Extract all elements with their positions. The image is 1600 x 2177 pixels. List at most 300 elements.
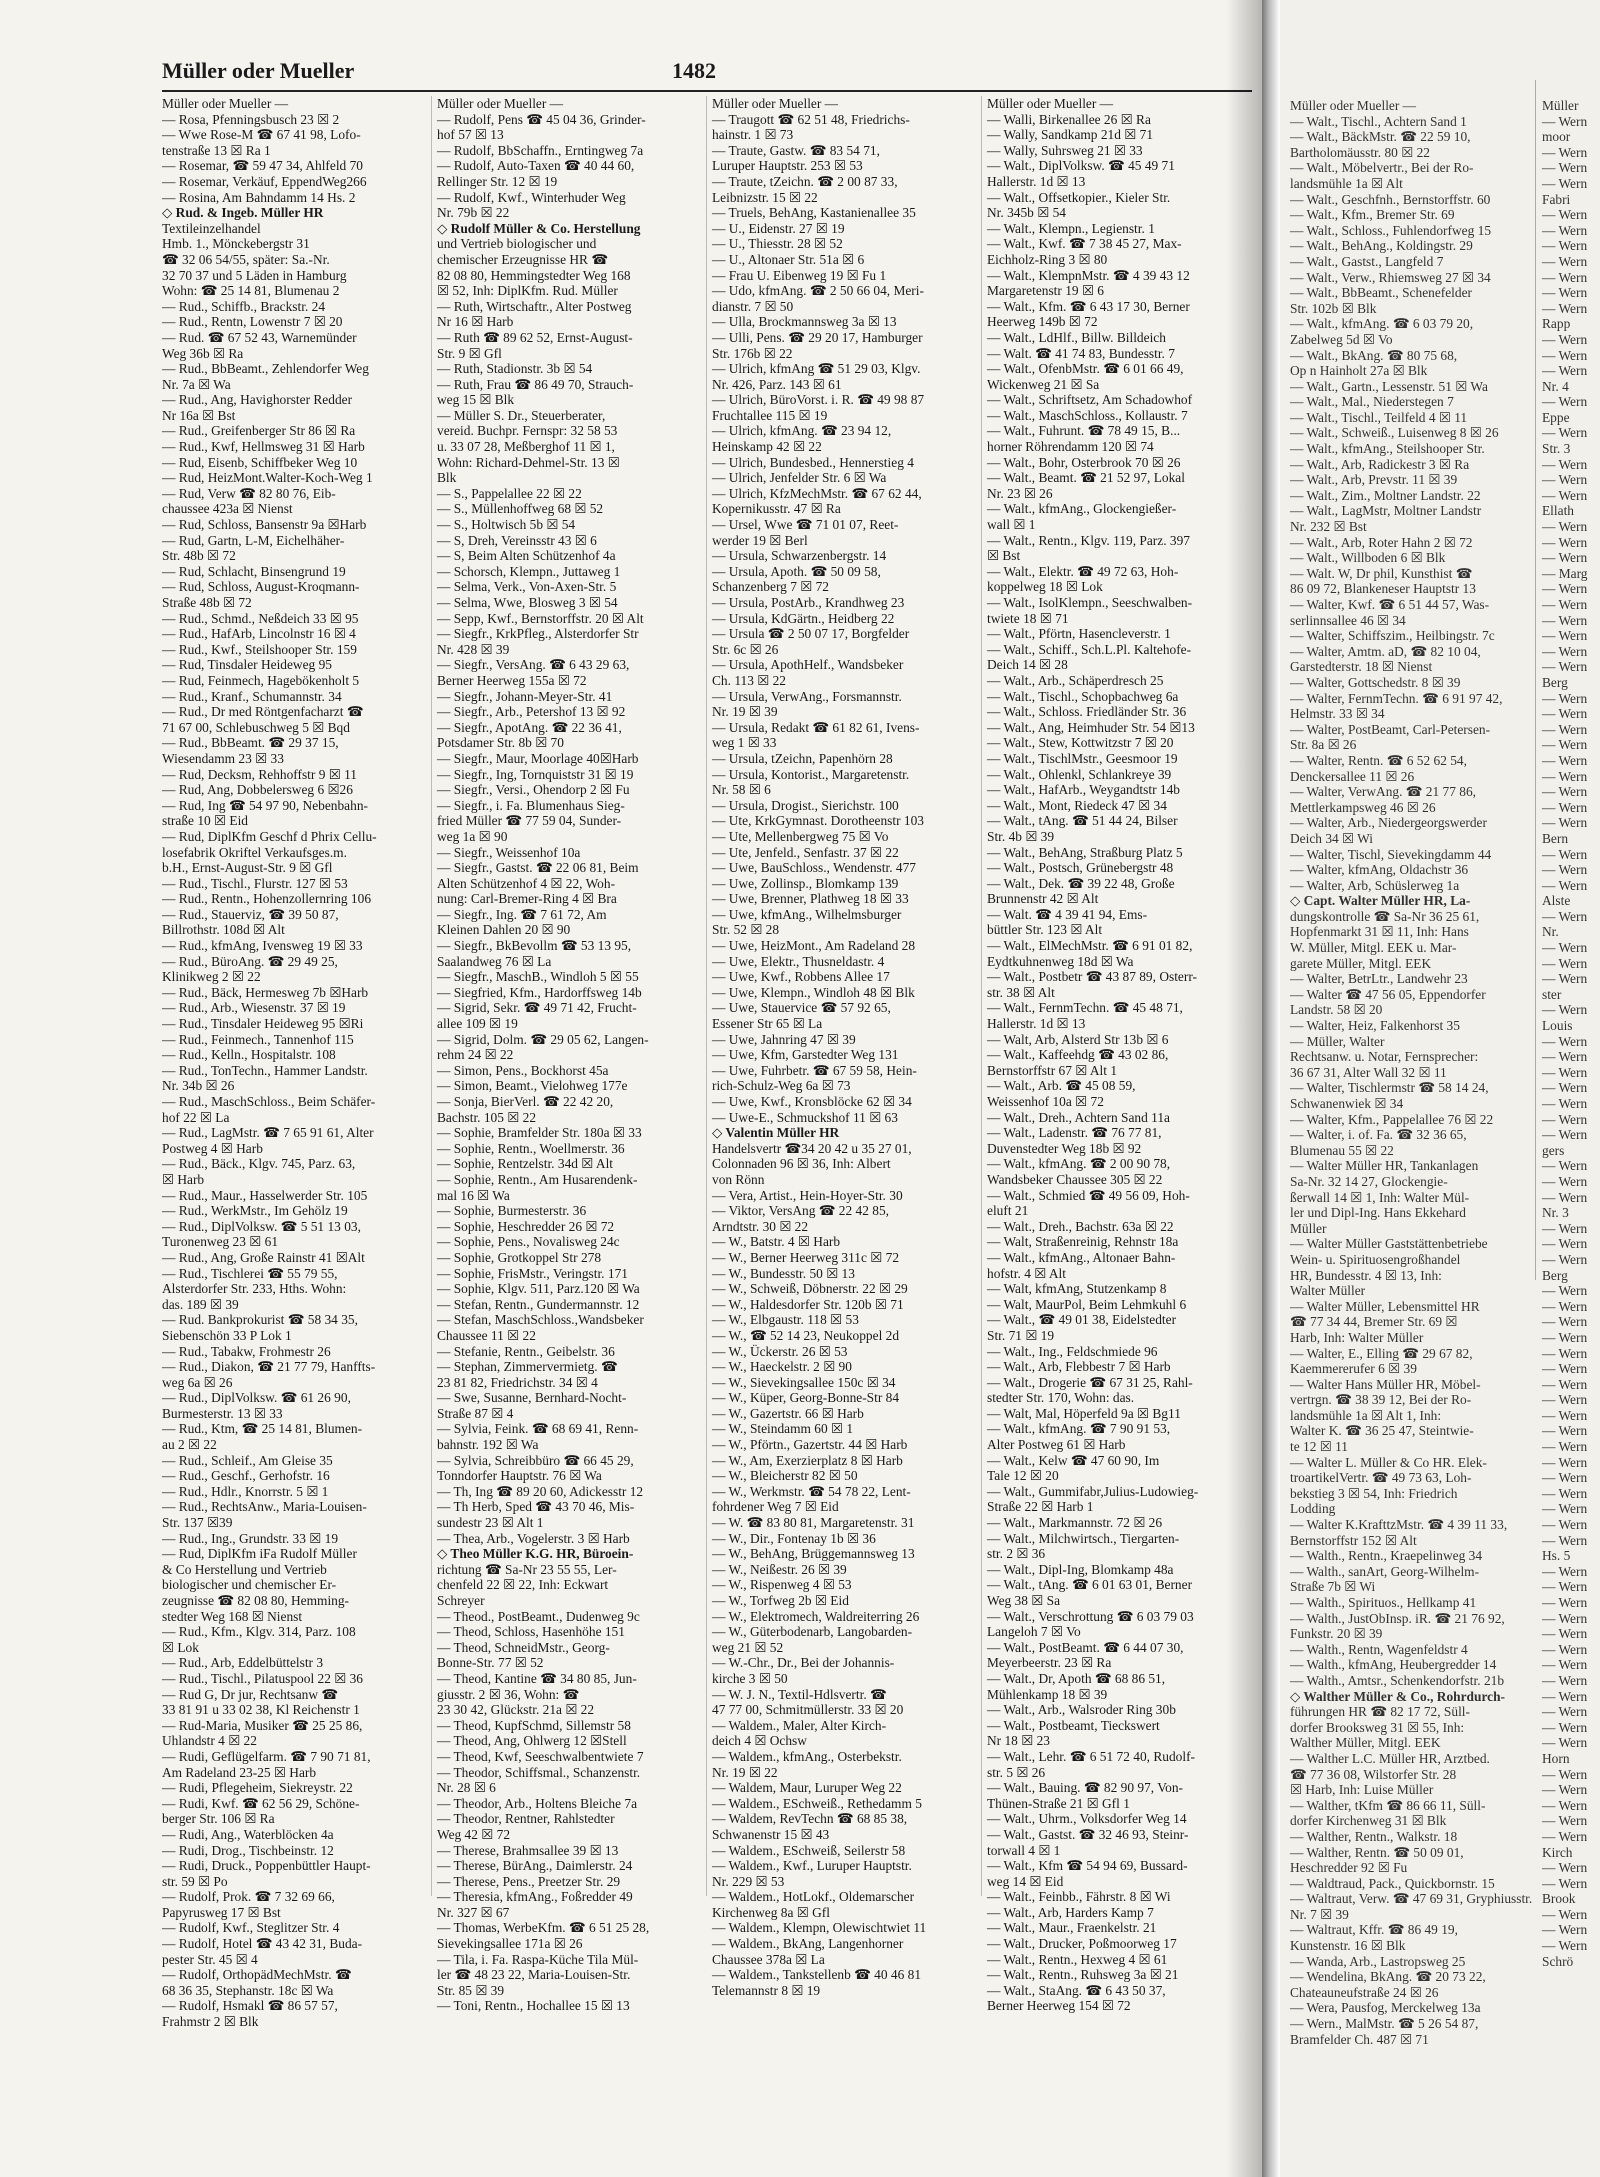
directory-entry-line: — Ulrich, BüroVorst. i. R. ☎ 49 98 87 bbox=[712, 392, 925, 408]
directory-entry-line: Fruchtallee 115 ☒ 19 bbox=[712, 407, 828, 423]
directory-entry-line: — Wern bbox=[1542, 643, 1588, 659]
directory-entry-line: — Rud., DiplVolksw. ☎ 61 26 90, bbox=[162, 1390, 351, 1406]
directory-entry-line: — Uwe, Elektr., Thusneldastr. 4 bbox=[712, 953, 885, 969]
directory-entry-line: 71 67 00, Schlebuschweg 5 ☒ Bqd bbox=[162, 719, 350, 735]
directory-entry-line: — Rudolf, Pens ☎ 45 04 36, Grinder- bbox=[437, 111, 646, 127]
directory-entry-line: — Waldtraud, Pack., Quickbornstr. 15 bbox=[1290, 1875, 1495, 1891]
directory-entry-line: — Th, Ing ☎ 89 20 60, Adickesstr 12 bbox=[437, 1483, 644, 1499]
directory-entry-line: — Rud., Kwf., Steilshooper Str. 159 bbox=[162, 641, 357, 657]
directory-entry-line: — Rud, Tinsdaler Heideweg 95 bbox=[162, 657, 332, 673]
directory-entry-line: — Wern bbox=[1542, 1329, 1588, 1345]
directory-entry-line: — Rud., Kwf, Hellmsweg 31 ☒ Harb bbox=[162, 439, 365, 455]
directory-entry-line: Nr 18 ☒ 23 bbox=[987, 1733, 1050, 1749]
directory-entry-line: Berg bbox=[1542, 674, 1568, 690]
directory-entry-line: Turonenweg 23 ☒ 61 bbox=[162, 1234, 279, 1250]
directory-entry-line: ster bbox=[1542, 986, 1562, 1002]
directory-entry-line: — Wern bbox=[1542, 1719, 1588, 1735]
directory-entry-line: — Walt., LdHlf., Billw. Billdeich bbox=[987, 329, 1166, 345]
directory-entry-line: Funkstr. 20 ☒ 39 bbox=[1290, 1626, 1383, 1642]
directory-entry-line: hof 57 ☒ 13 bbox=[437, 127, 504, 143]
directory-entry-line: — Rud, DiplKfm iFa Rudolf Müller bbox=[162, 1546, 357, 1562]
directory-entry-line: — Wanda, Arb., Lastropsweg 25 bbox=[1290, 1953, 1466, 1969]
directory-entry-line: au 2 ☒ 22 bbox=[162, 1437, 217, 1453]
directory-entry-line: Str. 137 ☒39 bbox=[162, 1515, 233, 1531]
directory-entry-line: — Siegfr., VersAng. ☎ 6 43 29 63, bbox=[437, 657, 630, 673]
directory-entry-line: — Wern bbox=[1542, 1096, 1588, 1111]
directory-entry-line: — Ursula, Redakt ☎ 61 82 61, Ivens- bbox=[712, 719, 920, 735]
directory-entry-line: — Walt., Klempn., Legienstr. 1 bbox=[987, 220, 1155, 236]
page-title: Müller oder Mueller bbox=[162, 58, 355, 83]
directory-entry-line: — Siegfr., Versi., Ohendorp 2 ☒ Fu bbox=[437, 782, 630, 798]
directory-entry-line: — Rud., Kelln., Hospitalstr. 108 bbox=[162, 1047, 336, 1063]
directory-entry-line: — Wera, Pausfog, Merckelweg 13a bbox=[1290, 2000, 1481, 2016]
directory-entry-line: Wohn: ☎ 25 14 81, Blumenau 2 bbox=[162, 283, 340, 299]
adjacent-column-1 bbox=[1290, 98, 1533, 2047]
directory-entry-line: Nr. 3 bbox=[1542, 1205, 1569, 1221]
directory-entry-line: — Theod., PostBeamt., Dudenweg 9c bbox=[437, 1608, 640, 1624]
directory-entry-line: — Ursula, ApothHelf., Wandsbeker bbox=[712, 657, 904, 673]
directory-entry-line: — Rud., Schiffb., Brackstr. 24 bbox=[162, 298, 326, 314]
directory-entry-line: Nr. 79b ☒ 22 bbox=[437, 205, 510, 221]
directory-entry-line: — Theod, Schloss, Hasenhöhe 151 bbox=[437, 1624, 625, 1640]
directory-entry-line: vertrgn. ☎ 38 39 12, Bei der Ro- bbox=[1290, 1392, 1472, 1408]
directory-entry-line: — Wern bbox=[1542, 1236, 1588, 1252]
directory-entry-line: — W., Berner Heerweg 311c ☒ 72 bbox=[712, 1249, 900, 1265]
directory-entry-line: — Wern bbox=[1542, 1454, 1588, 1470]
directory-entry-line: pester Str. 45 ☒ 4 bbox=[162, 1951, 258, 1967]
directory-entry-line: — Walt., Arb., Walsroder Ring 30b bbox=[987, 1702, 1176, 1718]
directory-entry-line: — Rud., Greifenberger Str 86 ☒ Ra bbox=[162, 423, 356, 439]
directory-entry-line: — Sophie, Rentn., Woellmerstr. 36 bbox=[437, 1140, 625, 1156]
directory-entry-line: — Rud., TonTechn., Hammer Landstr. bbox=[162, 1062, 368, 1078]
directory-entry-line: Str. 3 bbox=[1542, 441, 1571, 457]
directory-entry-line: — Wern bbox=[1542, 1127, 1588, 1143]
directory-entry-line: — Rud-Maria, Musiker ☎ 25 25 86, bbox=[162, 1717, 363, 1733]
directory-entry-line: str. 38 ☒ Alt bbox=[987, 984, 1055, 1000]
directory-entry-line: — Wern bbox=[1542, 1283, 1588, 1299]
directory-entry-line: weg 21 ☒ 52 bbox=[712, 1639, 784, 1655]
directory-entry-line: — Siegfr., Arb., Petershof 13 ☒ 92 bbox=[437, 704, 626, 720]
directory-entry-line: — Ruth, Frau ☎ 86 49 70, Strauch- bbox=[437, 376, 634, 392]
directory-entry-line: hof 22 ☒ La bbox=[162, 1109, 230, 1125]
directory-entry-line: — Wern bbox=[1542, 472, 1588, 488]
directory-entry-line: — Wern bbox=[1542, 1922, 1588, 1938]
directory-entry-line: — Rud, Ing ☎ 54 97 90, Nebenbahn- bbox=[162, 797, 368, 813]
directory-entry-line: — Wern bbox=[1542, 269, 1588, 285]
directory-entry-line: — W., Batstr. 4 ☒ Harb bbox=[712, 1234, 841, 1250]
directory-entry-line: — Rud, Schlacht, Binsengrund 19 bbox=[162, 563, 346, 579]
directory-entry-line: — Rud, Decksm, Rehhoffstr 9 ☒ 11 bbox=[162, 766, 357, 782]
directory-entry-line: — Ute, Mellenbergweg 75 ☒ Vo bbox=[712, 828, 889, 844]
directory-entry-line: Colonnaden 96 ☒ 36, Inh: Albert bbox=[712, 1156, 891, 1172]
directory-entry-line: — Walt, kfmAng, Stutzenkamp 8 bbox=[987, 1281, 1167, 1297]
directory-entry-line: 33 81 91 u 33 02 38, Kl Reichenstr 1 bbox=[162, 1702, 360, 1718]
directory-entry-line: — Rud., Tischl., Pilatuspool 22 ☒ 36 bbox=[162, 1670, 363, 1686]
directory-entry-line: — Wern bbox=[1542, 659, 1588, 675]
directory-entry-line: — Viktor, VersAng ☎ 22 42 85, bbox=[712, 1203, 890, 1219]
directory-entry-line: — Rud, Feinmech, Hagebökenholt 5 bbox=[162, 672, 360, 688]
directory-entry-line: — Wern bbox=[1542, 285, 1588, 301]
directory-entry-line: — Walt., ☎ 49 01 38, Eidelstedter bbox=[987, 1312, 1177, 1328]
directory-entry-line: — Walt., BehAng, Straßburg Platz 5 bbox=[987, 844, 1183, 860]
directory-entry-line: 68 36 35, Stephanstr. 18c ☒ Wa bbox=[162, 1982, 334, 1998]
directory-entry-line: — Wern bbox=[1542, 597, 1588, 612]
directory-entry-line: — Rud., Kfm., Klgv. 314, Parz. 108 bbox=[162, 1624, 356, 1640]
directory-entry-line: — Walt., BbBeamt., Schenefelder bbox=[1290, 285, 1473, 301]
directory-entry-line: Potsdamer Str. 8b ☒ 70 bbox=[437, 735, 564, 751]
directory-entry-line: vereid. Buchpr. Fernspr: 32 58 53 bbox=[437, 423, 618, 439]
directory-entry-line: — Wern bbox=[1542, 955, 1588, 971]
directory-entry-line: weg 14 ☒ Eid bbox=[987, 1873, 1064, 1889]
directory-entry-line: — W., ☎ 52 14 23, Neukoppel 2d bbox=[712, 1327, 900, 1343]
directory-entry-line: — Walter Hans Müller HR, Möbel- bbox=[1290, 1376, 1481, 1392]
directory-entry-line: Brook bbox=[1542, 1891, 1576, 1907]
directory-entry-line: — Walt., PostBeamt. ☎ 6 44 07 30, bbox=[987, 1639, 1184, 1655]
directory-entry-line: ☒ Harb bbox=[162, 1171, 205, 1187]
directory-entry-line: — Walth., Rentn., Kraepelinweg 34 bbox=[1290, 1548, 1483, 1564]
directory-entry-line: — Walt., Kaffeehdg ☎ 43 02 86, bbox=[987, 1047, 1169, 1063]
directory-entry-line: — Wern bbox=[1542, 1407, 1588, 1423]
directory-entry-line: — Waldem., Klempn, Olewischtwiet 11 bbox=[712, 1920, 927, 1936]
directory-entry-line: — Wern bbox=[1542, 815, 1588, 831]
directory-entry-line: Handelsvertr ☎34 20 42 u 35 27 01, bbox=[712, 1140, 912, 1156]
directory-entry-line: — Walt., Arb, Flebbestr 7 ☒ Harb bbox=[987, 1359, 1171, 1375]
directory-entry-line: — W.-Chr., Dr., Bei der Johannis- bbox=[712, 1655, 895, 1671]
directory-entry-line: — Ursula, tZeichn, Papenhörn 28 bbox=[712, 750, 893, 766]
directory-entry-line: — Walter, Tischlermstr ☎ 58 14 24, bbox=[1290, 1080, 1489, 1096]
directory-entry-line: weg 1a ☒ 90 bbox=[437, 828, 508, 844]
directory-entry-line: — Rud., DiplVolksw. ☎ 5 51 13 03, bbox=[162, 1218, 361, 1234]
directory-entry-line: — Wern bbox=[1542, 1875, 1588, 1891]
directory-entry-line: — Theodor, Schiffsmal., Schanzenstr. bbox=[437, 1764, 641, 1780]
directory-entry-line: — Wern bbox=[1542, 519, 1588, 535]
directory-entry-line: Nr. 19 ☒ 39 bbox=[712, 704, 778, 720]
directory-entry-line: — Ursula, Drogist., Sierichstr. 100 bbox=[712, 797, 899, 813]
directory-entry-line: — Rud., Diakon, ☎ 21 77 79, Hanffts- bbox=[162, 1359, 376, 1375]
directory-entry-line: — Ursula, Kontorist., Margaretenstr. bbox=[712, 766, 910, 782]
directory-entry-line: Nr. 229 ☒ 53 bbox=[712, 1873, 785, 1889]
directory-entry-line: — Ulla, Brockmannsweg 3a ☒ 13 bbox=[712, 314, 897, 330]
directory-entry-line: Thünen-Straße 21 ☒ Gfl 1 bbox=[987, 1795, 1130, 1811]
directory-entry-line: — Rud., BbBeamt. ☎ 29 37 15, bbox=[162, 735, 339, 751]
directory-entry-line: — Walt., MaschSchloss., Kollaustr. 7 bbox=[987, 407, 1188, 423]
directory-entry-line: dorfer Brooksweg 31 ☒ 55, Inh: bbox=[1290, 1719, 1465, 1735]
directory-entry-line: weg 1 ☒ 33 bbox=[712, 735, 777, 751]
directory-entry-line: — Wern bbox=[1542, 846, 1588, 862]
directory-entry-line: — Walter, Amtm. aD, ☎ 82 10 04, bbox=[1290, 643, 1481, 659]
directory-entry-line: — Wern bbox=[1542, 1298, 1588, 1314]
directory-entry-line: — Walt., Verw., Rhiemsweg 27 ☒ 34 bbox=[1290, 269, 1491, 285]
directory-entry-line: — Uwe, Kfm, Garstedter Weg 131 bbox=[712, 1047, 899, 1063]
directory-entry-line: — Walt., Rentn., Hexweg 4 ☒ 61 bbox=[987, 1951, 1168, 1967]
directory-entry-line: — Rud., Hdlr., Knorrstr. 5 ☒ 1 bbox=[162, 1483, 329, 1499]
directory-entry-line: — Marg bbox=[1542, 565, 1588, 581]
directory-entry-line: Hs. 5 bbox=[1542, 1548, 1571, 1564]
directory-entry-line: — Truels, BehAng, Kastanienallee 35 bbox=[712, 205, 916, 221]
directory-entry-line: — Walt., Pförtn, Hasencleverstr. 1 bbox=[987, 626, 1171, 642]
directory-entry-line: torwall 4 ☒ 1 bbox=[987, 1842, 1061, 1858]
directory-entry-line: 86 09 72, Blankeneser Hauptstr 13 bbox=[1290, 581, 1476, 597]
directory-entry-line: — Siegfr., Ing, Tornquiststr 31 ☒ 19 bbox=[437, 766, 634, 782]
directory-entry-line: — Rud., Ang, Große Rainstr 41 ☒Alt bbox=[162, 1249, 365, 1265]
directory-entry-line: — Wern bbox=[1542, 768, 1588, 784]
directory-entry-line: Kirchenweg 8a ☒ Gfl bbox=[712, 1904, 830, 1920]
directory-entry-line: — Walt., FernmTechn. ☎ 45 48 71, bbox=[987, 1000, 1183, 1016]
directory-entry-line: Margaretenstr 19 ☒ 6 bbox=[987, 283, 1104, 299]
directory-entry-line: Eppe bbox=[1542, 409, 1570, 425]
directory-entry-line: — Rud, Schloss, Bansenstr 9a ☒Harb bbox=[162, 517, 367, 533]
directory-entry-line: Walter K. ☎ 36 25 47, Steintwie- bbox=[1290, 1423, 1474, 1439]
directory-entry-line: Müller oder Mueller — bbox=[437, 96, 564, 111]
directory-entry-line: Wickenweg 21 ☒ Sa bbox=[987, 376, 1100, 392]
directory-entry-line: Weissenhof 10a ☒ 72 bbox=[987, 1094, 1104, 1109]
directory-entry-line: — Wern bbox=[1542, 1517, 1588, 1533]
directory-entry-line: serlinnsallee 46 ☒ 34 bbox=[1290, 612, 1406, 628]
directory-entry-line: — W. ☎ 83 80 81, Margaretenstr. 31 bbox=[712, 1515, 915, 1531]
directory-entry-line: — Wern bbox=[1542, 1704, 1588, 1720]
directory-entry-line: 47 77 00, Schmitmüllerstr. 33 ☒ 20 bbox=[712, 1702, 904, 1718]
directory-entry-line: — Wern bbox=[1542, 1688, 1588, 1704]
directory-entry-line: — Ursula, VerwAng., Forsmannstr. bbox=[712, 688, 902, 704]
directory-entry-line: allee 109 ☒ 19 bbox=[437, 1016, 518, 1032]
directory-entry-line: — Walt., Arb., Schäperdresch 25 bbox=[987, 672, 1164, 688]
directory-entry-line: hofstr. 4 ☒ Alt bbox=[987, 1265, 1066, 1281]
directory-entry-line: — Walth., kfmAng, Heubergredder 14 bbox=[1290, 1657, 1497, 1673]
directory-entry-line: — Rud., LagMstr. ☎ 7 65 91 61, Alter bbox=[162, 1125, 374, 1141]
directory-entry-line: — Walth., sanArt, Georg-Wilhelm- bbox=[1290, 1563, 1480, 1579]
directory-entry-line: Am Radeland 23-25 ☒ Harb bbox=[162, 1764, 317, 1780]
directory-entry-line: — Wern bbox=[1542, 487, 1588, 503]
directory-entry-line: dianstr. 7 ☒ 50 bbox=[712, 298, 794, 314]
directory-entry-line: — Uwe, Zollinsp., Blomkamp 139 bbox=[712, 875, 899, 891]
directory-entry-line: — Walt., Lehr. ☎ 6 51 72 40, Rudolf- bbox=[987, 1748, 1196, 1764]
directory-entry-line: Eydtkuhnenweg 18d ☒ Wa bbox=[987, 953, 1134, 969]
directory-entry-line: — Walt., Markmannstr. 72 ☒ 26 bbox=[987, 1515, 1163, 1531]
directory-entry-line: — Rud. ☎ 67 52 43, Warnemünder bbox=[162, 329, 357, 345]
directory-entry-line: — Walt., Schiff., Sch.L.Pl. Kaltehofe- bbox=[987, 641, 1192, 657]
directory-entry-line: eluft 21 bbox=[987, 1203, 1029, 1219]
directory-entry-line: — Uwe, HeizMont., Am Radeland 28 bbox=[712, 938, 916, 954]
directory-entry-line: — W. J. N., Textil-Hdlsvertr. ☎ bbox=[712, 1686, 887, 1702]
directory-entry-line: — Wern bbox=[1542, 1439, 1588, 1455]
directory-entry-line: — Rudi, Ang., Waterblöcken 4a bbox=[162, 1826, 334, 1842]
directory-entry-line: — Rud., RechtsAnw., Maria-Louisen- bbox=[162, 1499, 367, 1515]
directory-entry-line: Nr 16 ☒ Harb bbox=[437, 314, 514, 330]
directory-entry-line: — Schorsch, Klempn., Juttaweg 1 bbox=[437, 563, 621, 579]
directory-entry-line: — Walth., Amtsr., Schenkendorfstr. 21b bbox=[1290, 1672, 1505, 1688]
directory-entry-line: Arndtstr. 30 ☒ 22 bbox=[712, 1218, 809, 1234]
directory-entry-line: — Walt., Ang, Heimhuder Str. 54 ☒13 bbox=[987, 719, 1195, 735]
directory-entry-line: Wohn: Richard-Dehmel-Str. 13 ☒ bbox=[437, 454, 620, 470]
directory-entry-line: — Ulrich, kfmAng. ☎ 23 94 12, bbox=[712, 423, 892, 439]
directory-entry-line: rehm 24 ☒ 22 bbox=[437, 1047, 514, 1063]
directory-entry-line: Nr. bbox=[1542, 924, 1559, 940]
directory-entry-line: — Rud., Arb., Wiesenstr. 37 ☒ 19 bbox=[162, 1000, 346, 1016]
directory-entry-line: — Wern bbox=[1542, 706, 1588, 722]
directory-entry-line: — Sophie, Grotkoppel Str 278 bbox=[437, 1249, 602, 1265]
directory-entry-line: — Walter, i. of. Fa. ☎ 32 36 65, bbox=[1290, 1127, 1467, 1143]
directory-entry-line: — Wally, Suhrsweg 21 ☒ 33 bbox=[987, 142, 1143, 158]
directory-entry-line: Kaemmererufer 6 ☒ 39 bbox=[1290, 1361, 1417, 1377]
entry-column-1 bbox=[162, 96, 432, 2030]
directory-entry-line: — Wern bbox=[1542, 1064, 1588, 1080]
directory-entry-line: — Ruth ☎ 89 62 52, Ernst-August- bbox=[437, 329, 633, 345]
directory-entry-line: — Wern bbox=[1542, 628, 1588, 644]
directory-entry-line: — Wern bbox=[1542, 207, 1588, 223]
directory-entry-line: straße 10 ☒ Eid bbox=[162, 813, 249, 829]
directory-entry-line: — Selma, Wwe, Blosweg 3 ☒ 54 bbox=[437, 595, 618, 610]
directory-entry-line: — Walt., HafArb., Weygandtstr 14b bbox=[987, 782, 1180, 798]
directory-entry-line: — Wern bbox=[1542, 1782, 1588, 1798]
directory-entry-line: — Waldem., HotLokf., Oldemarscher bbox=[712, 1889, 915, 1905]
directory-entry-line: — W., Ückerstr. 26 ☒ 53 bbox=[712, 1343, 848, 1359]
entry-column-3 bbox=[712, 96, 982, 1998]
directory-entry-line: — Waldem., Maler, Alter Kirch- bbox=[712, 1717, 887, 1733]
directory-entry-line: — Udo, kfmAng. ☎ 2 50 66 04, Meri- bbox=[712, 283, 924, 299]
directory-entry-line: — Wern bbox=[1542, 752, 1588, 768]
directory-entry-line: — Walter, Arb., Niedergeorgswerder bbox=[1290, 815, 1487, 831]
directory-entry-line: — Walt., Geschfnh., Bernstorffstr. 60 bbox=[1290, 191, 1491, 207]
directory-entry-line: — Rud., HafArb, Lincolnstr 16 ☒ 4 bbox=[162, 626, 356, 642]
directory-entry-line: Tonndorfer Hauptstr. 76 ☒ Wa bbox=[437, 1468, 602, 1484]
directory-entry-line: Kopernikusstr. 47 ☒ Ra bbox=[712, 501, 841, 517]
directory-entry-line: — Rudolf, Auto-Taxen ☎ 40 44 60, bbox=[437, 158, 635, 174]
directory-entry-line: — Walter, Rentn. ☎ 6 52 62 54, bbox=[1290, 752, 1467, 768]
directory-entry-line: — Walt., Drogerie ☎ 67 31 25, Rahl- bbox=[987, 1374, 1193, 1390]
directory-entry-line: — Thomas, WerbeKfm. ☎ 6 51 25 28, bbox=[437, 1920, 650, 1936]
directory-entry-line: — Rud., MaschSchloss., Beim Schäfer- bbox=[162, 1094, 376, 1109]
directory-entry-line: — Waldem., ESchweiß., Rethedamm 5 bbox=[712, 1795, 922, 1811]
directory-entry-line: landsmühle 1a ☒ Alt 1, Inh: bbox=[1290, 1407, 1442, 1423]
directory-entry-line: — Walt., Gastst., Langfeld 7 bbox=[1290, 253, 1444, 269]
directory-entry-line: — Sophie, Rentn., Am Husarendenk- bbox=[437, 1171, 638, 1187]
directory-entry-line: das. 189 ☒ 39 bbox=[162, 1296, 239, 1312]
directory-entry-line: twiete 18 ☒ 71 bbox=[987, 610, 1069, 626]
directory-entry-line: — Wern bbox=[1542, 1532, 1588, 1548]
directory-entry-line: — Wern bbox=[1542, 581, 1588, 597]
directory-entry-line: — Rud., Stauerviz, ☎ 39 50 87, bbox=[162, 906, 339, 922]
directory-entry-line: — Wern bbox=[1542, 1485, 1588, 1501]
directory-entry-line: — Wern bbox=[1542, 253, 1588, 269]
directory-entry-line: Nr. 7 ☒ 39 bbox=[1290, 1906, 1349, 1922]
directory-entry-line: Op n Hainholt 27a ☒ Blk bbox=[1290, 363, 1428, 379]
directory-entry-line: — Wally, Sandkamp 21d ☒ 71 bbox=[987, 127, 1154, 143]
directory-entry-line: — Ute, Jenfeld., Senfastr. 37 ☒ 22 bbox=[712, 844, 899, 860]
directory-entry-line: Nr. 58 ☒ 6 bbox=[712, 782, 771, 798]
directory-entry-line: ◇ Rud. & Ingeb. Müller HR bbox=[162, 205, 324, 221]
directory-entry-line: führungen HR ☎ 82 17 72, Süll- bbox=[1290, 1704, 1470, 1720]
directory-entry-line: — Walt. ☎ 4 39 41 94, Ems- bbox=[987, 906, 1148, 922]
directory-entry-line: Weg 42 ☒ 72 bbox=[437, 1826, 511, 1842]
directory-entry-line: ◇ Theo Müller K.G. HR, Büroein- bbox=[437, 1546, 634, 1562]
directory-entry-line: — Wern bbox=[1542, 1189, 1588, 1205]
directory-entry-line: dungskontrolle ☎ Sa-Nr 36 25 61, bbox=[1290, 908, 1480, 924]
directory-entry-line: — Wern bbox=[1542, 1579, 1588, 1595]
directory-entry-line: — Vera, Artist., Hein-Hoyer-Str. 30 bbox=[712, 1187, 903, 1203]
directory-entry-line: Leibnizstr. 15 ☒ 22 bbox=[712, 189, 818, 205]
directory-entry-line: — Uwe, kfmAng., Wilhelmsburger bbox=[712, 906, 902, 922]
directory-entry-line: — Tila, i. Fa. Raspa-Küche Tila Mül- bbox=[437, 1951, 639, 1967]
directory-entry-line: — Rud. Bankprokurist ☎ 58 34 35, bbox=[162, 1312, 358, 1328]
directory-entry-line: — Traugott ☎ 62 51 48, Friedrichs- bbox=[712, 111, 910, 127]
directory-entry-line: — Walter ☎ 47 56 05, Eppendorfer bbox=[1290, 986, 1486, 1002]
directory-entry-line: W. Müller, Mitgl. EEK u. Mar- bbox=[1290, 940, 1457, 956]
directory-entry-line: — Wern bbox=[1542, 1080, 1588, 1096]
directory-entry-line: — Müller, Walter bbox=[1290, 1033, 1385, 1049]
directory-entry-line: deich 4 ☒ Ochsw bbox=[712, 1733, 807, 1749]
directory-entry-line: — Waldem, RevTechn ☎ 68 85 38, bbox=[712, 1811, 908, 1827]
directory-entry-line: Meyerbeerstr. 23 ☒ Ra bbox=[987, 1655, 1112, 1671]
directory-entry-line: — Swe, Susanne, Bernhard-Nocht- bbox=[437, 1390, 627, 1406]
directory-entry-line: Str. 176b ☒ 22 bbox=[712, 345, 793, 361]
directory-entry-line: Harb, Inh: Walter Müller bbox=[1290, 1329, 1424, 1345]
directory-entry-line: — Rudi, Druck., Poppenbüttler Haupt- bbox=[162, 1858, 371, 1874]
directory-entry-line: — Rud, Gartn, L-M, Eichelhäher- bbox=[162, 532, 345, 548]
directory-entry-line: — S., Müllenhoffweg 68 ☒ 52 bbox=[437, 501, 604, 517]
directory-entry-line: — Wern bbox=[1542, 721, 1588, 737]
directory-entry-line: — Waltraut, Kffr. ☎ 86 49 19, bbox=[1290, 1922, 1458, 1938]
directory-entry-line: — Theodor, Arb., Holtens Bleiche 7a bbox=[437, 1795, 638, 1811]
adjacent-column-2 bbox=[1542, 98, 1600, 1969]
directory-entry-line: horner Röhrendamm 120 ☒ 74 bbox=[987, 439, 1154, 455]
directory-entry-line: — Ursula, PostArb., Krandhweg 23 bbox=[712, 595, 905, 610]
directory-entry-line: — W., Bundesstr. 50 ☒ 13 bbox=[712, 1265, 855, 1281]
directory-entry-line: — Rud., Ang, Havighorster Redder bbox=[162, 392, 353, 408]
directory-entry-line: — Rudi, Pflegeheim, Siekreystr. 22 bbox=[162, 1780, 353, 1796]
directory-entry-line: tenstraße 13 ☒ Ra 1 bbox=[162, 142, 271, 158]
directory-entry-line: — Wern bbox=[1542, 1766, 1588, 1782]
directory-entry-line: — Ute, KrkGymnast. Dorotheenstr 103 bbox=[712, 813, 924, 829]
directory-entry-line: Chateauneufstraße 24 ☒ 26 bbox=[1290, 1984, 1439, 2000]
directory-entry-line: — Wern bbox=[1542, 612, 1588, 628]
directory-entry-line: Ch. 113 ☒ 22 bbox=[712, 672, 787, 688]
directory-entry-line: kirche 3 ☒ 50 bbox=[712, 1670, 788, 1686]
directory-entry-line: — Wern bbox=[1542, 394, 1588, 410]
directory-entry-line: — Walter, BetrLtr., Landwehr 23 bbox=[1290, 971, 1468, 987]
directory-entry-line: str. 5 ☒ 26 bbox=[987, 1764, 1046, 1780]
directory-entry-line: — Walther, tKfm ☎ 86 66 11, Süll- bbox=[1290, 1797, 1486, 1813]
directory-entry-line: — Walter, FernmTechn. ☎ 6 91 97 42, bbox=[1290, 690, 1503, 706]
directory-entry-line: — Walt., Drucker, Poßmoorweg 17 bbox=[987, 1936, 1177, 1952]
directory-entry-line: — Walt., Kfm. ☎ 6 43 17 30, Berner bbox=[987, 298, 1190, 314]
directory-entry-line: — Siegfr., Johann-Meyer-Str. 41 bbox=[437, 688, 613, 704]
directory-entry-line: — Walt., Fuhrunt. ☎ 78 49 15, B... bbox=[987, 423, 1181, 439]
directory-entry-line: — Walter Müller, Lebensmittel HR bbox=[1290, 1298, 1480, 1314]
directory-entry-line: Schwanenwiek ☒ 34 bbox=[1290, 1096, 1404, 1111]
directory-entry-line: — Wern bbox=[1542, 1470, 1588, 1486]
directory-entry-line: Kleinen Dahlen 20 ☒ 90 bbox=[437, 922, 571, 938]
entry-column-4 bbox=[987, 96, 1257, 2014]
directory-entry-line: Hmb. 1., Mönckebergstr 31 bbox=[162, 236, 310, 252]
directory-entry-line: — Sophie, Bramfelder Str. 180a ☒ 33 bbox=[437, 1125, 642, 1141]
directory-entry-line: — Rud, DiplKfm Geschf d Phrix Cellu- bbox=[162, 828, 377, 844]
directory-entry-line: — Walt., kfmAng., Steilshooper Str. bbox=[1290, 441, 1485, 457]
directory-entry-line: ☎ 77 36 08, Wilstorfer Str. 28 bbox=[1290, 1766, 1457, 1782]
directory-entry-line: — Siegfr., ApotAng. ☎ 22 36 41, bbox=[437, 719, 622, 735]
directory-entry-line: — Wern bbox=[1542, 940, 1588, 956]
directory-entry-line: — Walt., Arb, Roter Hahn 2 ☒ 72 bbox=[1290, 534, 1473, 550]
directory-entry-line: — Siegfr., Weissenhof 10a bbox=[437, 844, 581, 860]
directory-entry-line: — Walter, VerwAng. ☎ 21 77 86, bbox=[1290, 784, 1477, 800]
directory-entry-line: — Theod, Kwf, Seeschwalbentwiete 7 bbox=[437, 1748, 644, 1764]
directory-entry-line: hainstr. 1 ☒ 73 bbox=[712, 127, 794, 143]
directory-entry-line: — Wern bbox=[1542, 425, 1588, 441]
directory-entry-line: — Walt., Feinbb., Fährstr. 8 ☒ Wi bbox=[987, 1889, 1171, 1905]
directory-entry-line: koppelweg 18 ☒ Lok bbox=[987, 579, 1103, 595]
directory-entry-line: — Walter, E., Elling ☎ 29 67 82, bbox=[1290, 1345, 1473, 1361]
directory-entry-line: Str. 52 ☒ 28 bbox=[712, 922, 780, 938]
directory-entry-line: — Stephan, Zimmervermietg. ☎ bbox=[437, 1359, 618, 1375]
